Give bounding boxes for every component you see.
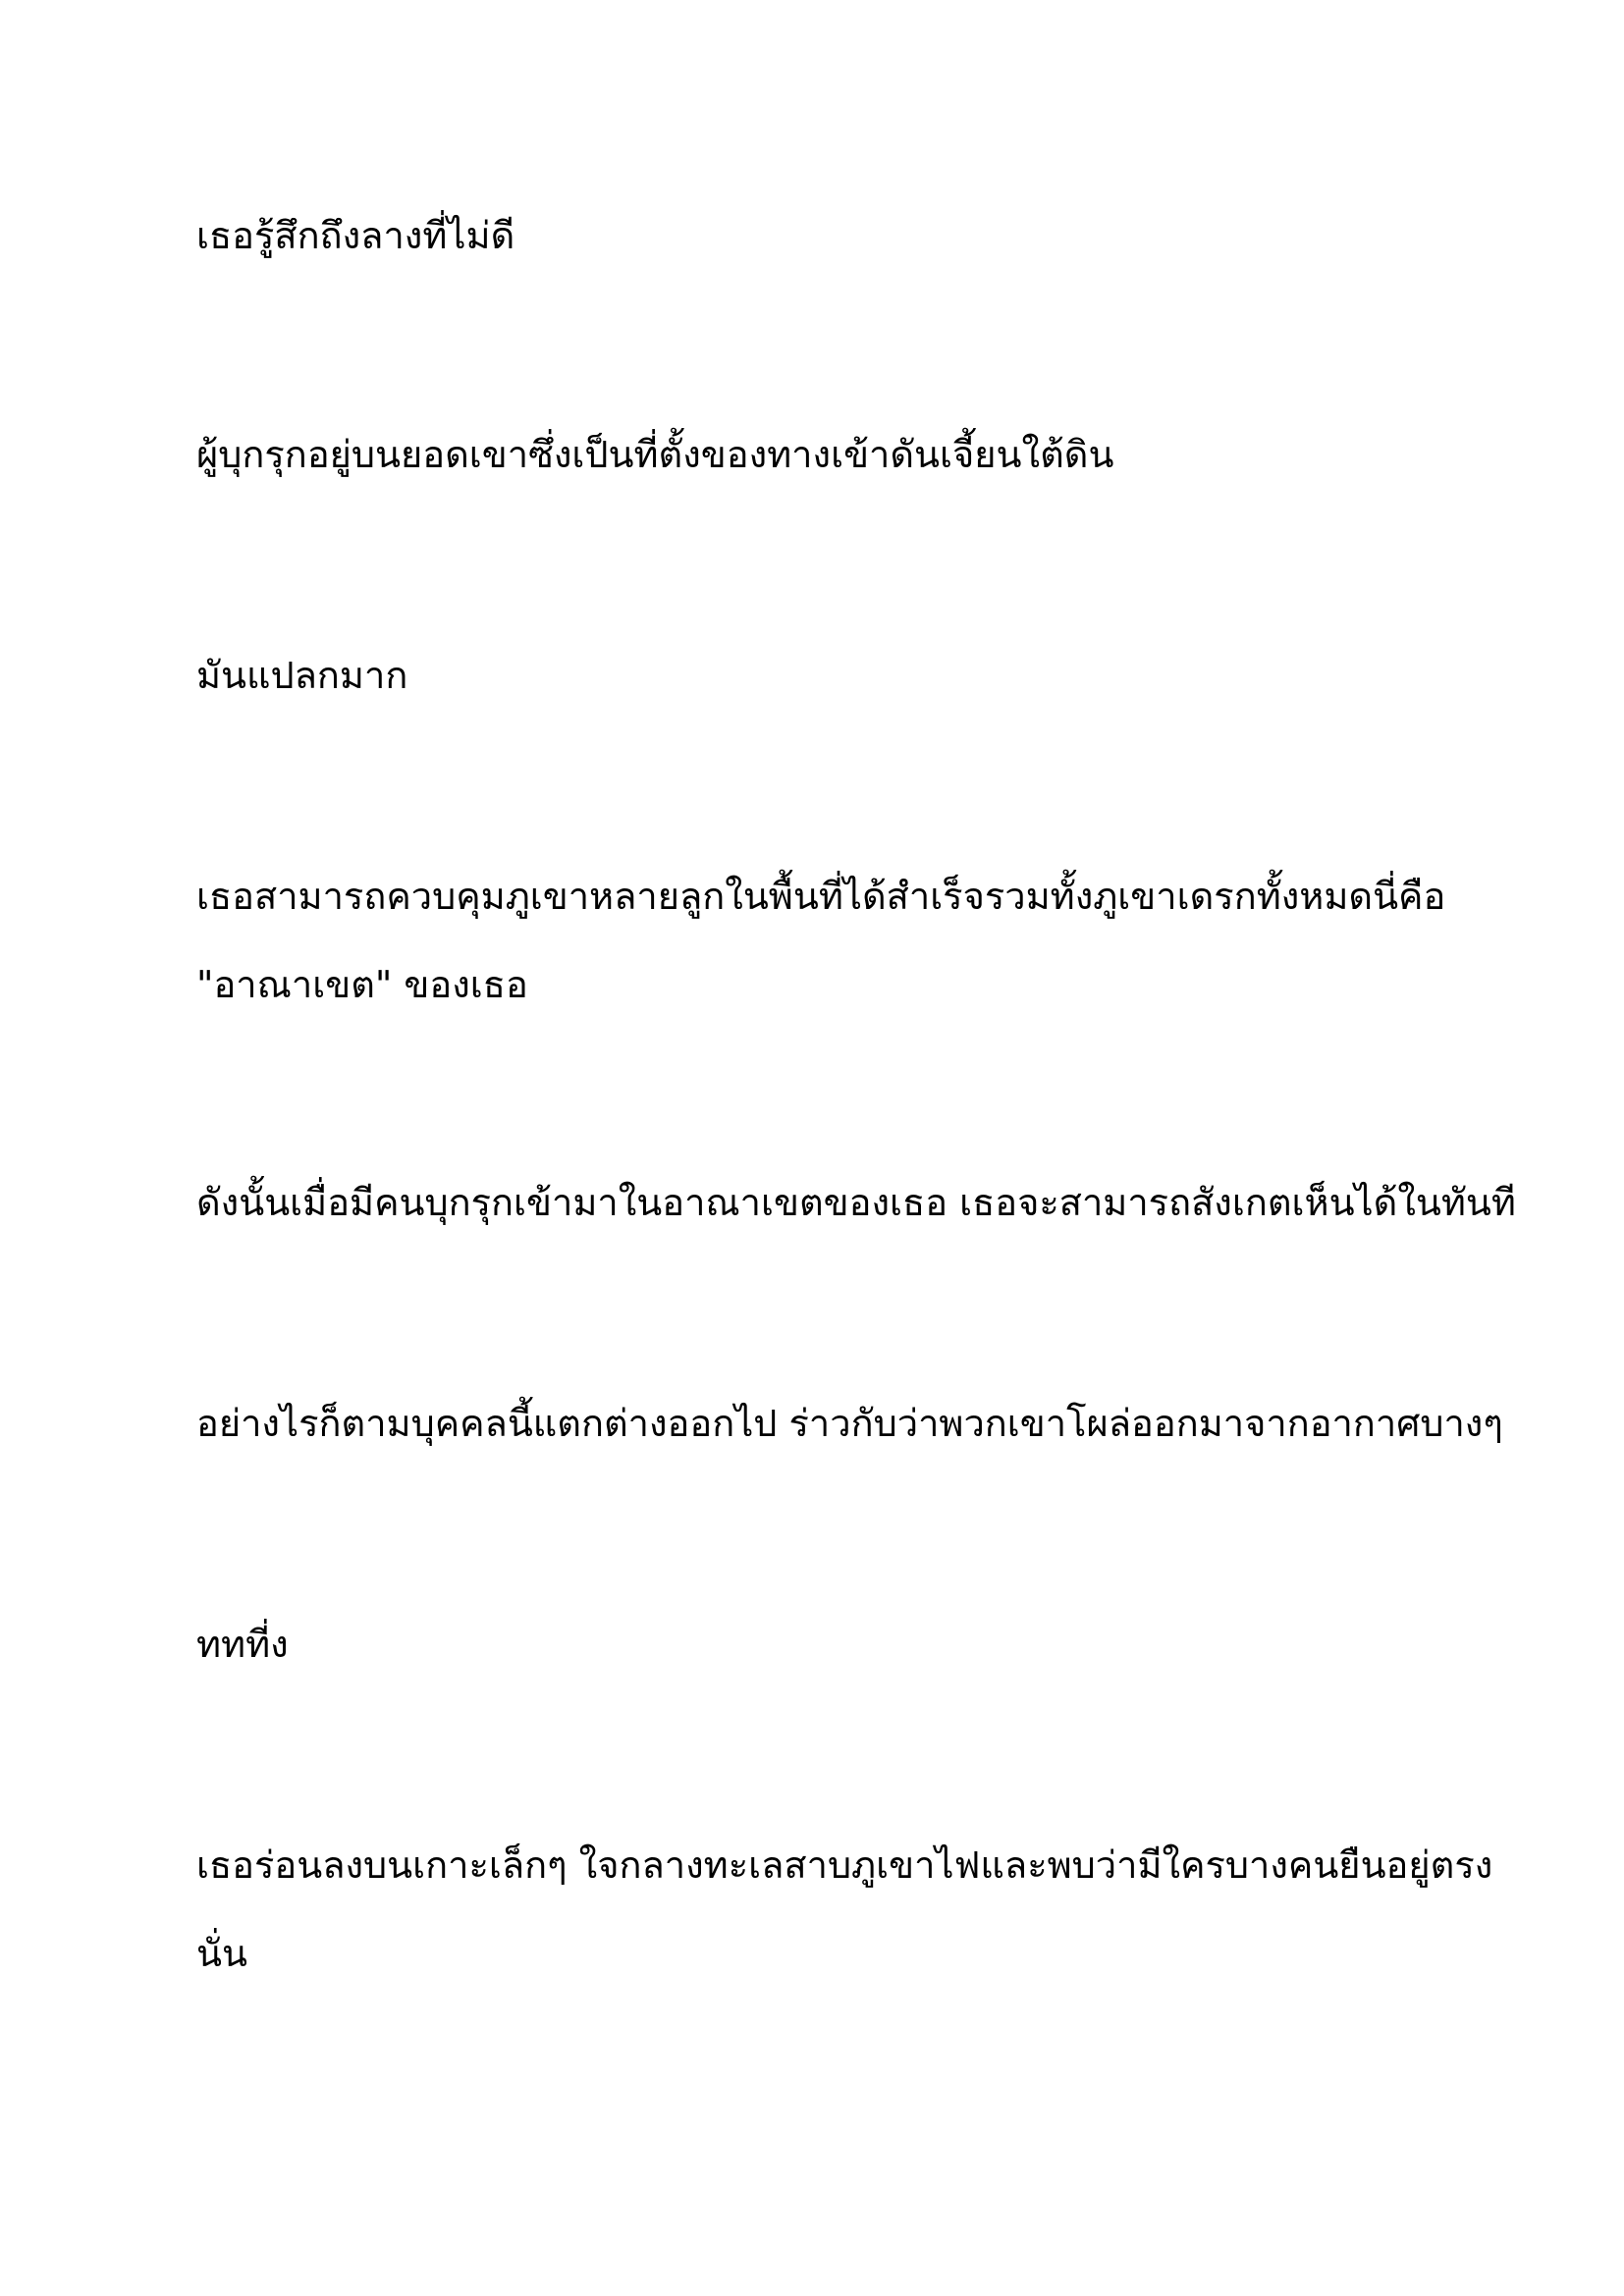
paragraph-line: ททที่ง xyxy=(196,1623,289,1666)
paragraph-8 xyxy=(196,1821,1493,1998)
paragraph-1 xyxy=(196,191,1434,280)
paragraph-line: "อาณาเขต" ของเธอ xyxy=(196,963,528,1006)
paragraph-line: อย่างไรก็ตามบุคคลนี้แตกต่างออกไป ร่าวกับว่าพวกเขาโผล่ออกมาจากอากาศบางๆ xyxy=(196,1402,1503,1445)
paragraph-6 xyxy=(196,1379,1503,1468)
paragraph-line: เธอสามารถควบคุมภูเขาหลายลูกในพื้นที่ได้สำเร็จรวมทั้งภูเขาเดรกทั้งหมดนี่คือ xyxy=(196,875,1446,918)
paragraph-5 xyxy=(196,1158,1516,1247)
paragraph-line: นั่น xyxy=(196,1932,247,1975)
paragraph-4 xyxy=(196,852,1446,1029)
paragraph-line: เธอรู้สึกถึงลางที่ไม่ดี xyxy=(196,214,515,257)
paragraph-line: มันแปลกมาก xyxy=(196,654,408,697)
paragraph-line: ผู้บุกรุกอยู่บนยอดเขาซึ่งเป็นที่ตั้งของทางเข้าดันเจี้ยนใต้ดิน xyxy=(196,433,1114,476)
paragraph-3 xyxy=(196,631,1434,720)
paragraph-2 xyxy=(196,410,1434,499)
paragraph-7 xyxy=(196,1600,1434,1688)
paragraph-line: เธอร่อนลงบนเกาะเล็กๆ ใจกลางทะเลสาบภูเขาไฟและพบว่ามีใครบางคนยืนอยู่ตรง xyxy=(196,1843,1493,1887)
paragraph-line: ดังนั้นเมื่อมีคนบุกรุกเข้ามาในอาณาเขตของเธอ เธอจะสามารถสังเกตเห็นได้ในทันที xyxy=(196,1181,1516,1224)
